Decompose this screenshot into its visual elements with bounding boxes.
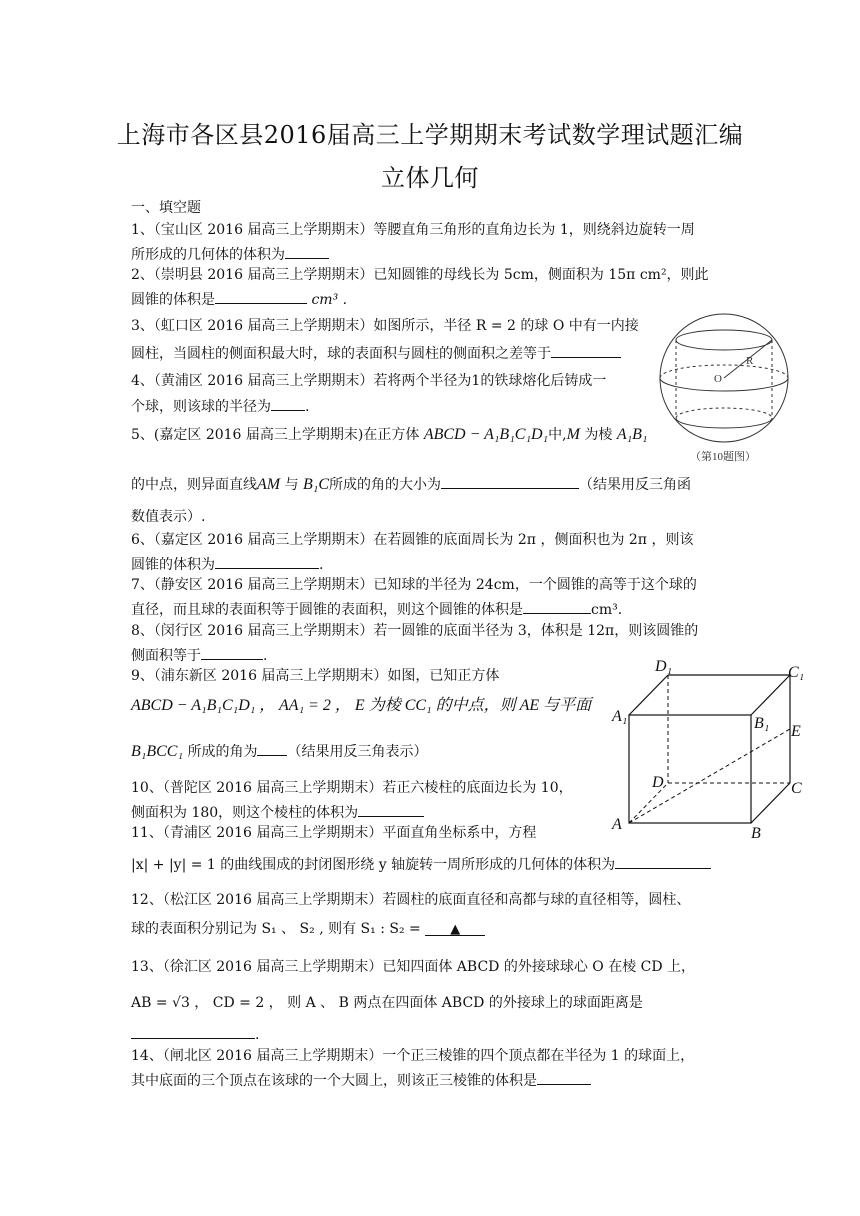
q13-line-2: AB = √3 ， CD = 2 ， 则 A 、 B 两点在四面体 ABCD 的外接球上的球面距离是: [131, 995, 643, 1011]
q3-line-2: [131, 343, 621, 363]
q5-line-2: [131, 474, 691, 494]
q2-unit: cm³ .: [311, 292, 348, 308]
q6-line-1: 6、（嘉定区 2016 届高三上学期期末）在若圆锥的底面周长为 2π ，侧面积也为 2π ，则该: [131, 532, 694, 548]
q5-text-post: 为棱: [584, 427, 613, 443]
q12-answer-mark: ▲: [425, 921, 485, 936]
q6-text: 圆锥的体积为: [131, 557, 215, 573]
label-d: D: [652, 774, 664, 791]
q9-line-2: [131, 697, 591, 715]
q9-plane: B₁BCC₁: [131, 743, 184, 760]
q1-line-1: 1、（宝山区 2016 届高三上学期期末）等腰直角三角形的直角边长为 1，则绕斜边旋转一周: [131, 222, 695, 238]
q2-line-1: 2、（崇明县 2016 届高三上学期期末）已知圆锥的母线长为 5cm，侧面积为 15π cm²，则此: [131, 267, 709, 283]
q5-line-am: AM: [257, 476, 281, 493]
answer-blank: [551, 343, 621, 358]
cylinder-top: [676, 330, 772, 350]
q5-line-bc: B₁C: [303, 476, 330, 493]
cube-front-face: [629, 715, 751, 823]
answer-blank: [215, 289, 307, 304]
q11-text: |x| + |y| = 1 的曲线围成的封闭图形绕 y 轴旋转一周所形成的几何体的体积为: [131, 857, 616, 873]
sphere-equator: [660, 378, 788, 391]
page-subtitle: 立体几何: [381, 164, 479, 192]
q2-text: 圆锥的体积是: [131, 292, 215, 308]
q5-with: 与: [284, 477, 299, 493]
q5-edge: A₁B₁: [616, 426, 648, 443]
q14-line-1: 14、（闸北区 2016 届高三上学期期末）一个正三棱锥的四个顶点都在半径为 1 的球面上，: [131, 1048, 695, 1064]
q2-line-2: [131, 289, 347, 309]
answer-blank: [201, 645, 263, 660]
page-title: 上海市各区县2016届高三上学期期末考试数学理试题汇编: [116, 121, 744, 149]
q5-text-b-pre: 的中点，则异面直线: [131, 477, 257, 493]
q5-text-b-post: 所成的角的大小为: [329, 477, 442, 493]
q5-text-mid: 中,: [548, 427, 567, 443]
q11-line-2: [131, 854, 711, 874]
sphere-equator-back: [660, 365, 788, 378]
label-a: A: [612, 816, 622, 833]
section-heading: 一、填空题: [131, 200, 201, 216]
q14-text: 其中底面的三个顶点在该球的一个大圆上，则该正三棱锥的体积是: [131, 1073, 537, 1089]
q6-line-2: 圆锥的体积为 .: [131, 554, 323, 574]
q5-point-m: M: [566, 426, 580, 443]
q12-text: 球的表面积分别记为 S₁ 、 S₂ , 则有 S₁ : S₂ =: [131, 921, 421, 937]
figure-caption: （第10题图）: [690, 451, 756, 463]
q5-cube-name: ABCD − A₁B₁C₁D₁: [423, 426, 549, 443]
q5-note: （结果用反三角函: [579, 477, 692, 493]
q7-text: 直径，而且球的表面积等于圆锥的表面积，则这个圆锥的体积是: [131, 602, 523, 618]
q4-line-1: 4、（黄浦区 2016 届高三上学期期末）若将两个半径为1的铁球熔化后铸成一: [131, 373, 607, 389]
q4-text: 个球，则该球的半径为: [131, 399, 271, 415]
label-b: B: [751, 825, 761, 842]
q13-line-1: 13、（徐汇区 2016 届高三上学期期末）已知四面体 ABCD 的外接球球心 O 在棱 CD 上，: [131, 959, 696, 975]
q10-line-2: [131, 802, 424, 822]
label-d1: D₁: [655, 658, 673, 675]
q3-line-1: 3、（虹口区 2016 届高三上学期期末）如图所示，半径 R = 2 的球 O 中有一内接: [131, 318, 639, 334]
cylinder-bottom: [676, 418, 772, 428]
answer-blank: [441, 474, 579, 489]
label-r: R: [746, 355, 754, 367]
q8-line-2: 侧面积等于 .: [131, 645, 267, 665]
q7-line-2: [131, 599, 622, 619]
q8-text: 侧面积等于: [131, 648, 201, 664]
q1-text: 所形成的几何体的体积为: [131, 247, 285, 263]
cylinder-bottom-back: [676, 408, 772, 418]
q7-unit: cm³.: [591, 602, 623, 618]
q14-line-2: [131, 1070, 591, 1090]
q10-line-1: 10、（普陀区 2016 届高三上学期期末）若正六棱柱的底面边长为 10，: [131, 780, 573, 796]
answer-blank: [523, 599, 591, 614]
label-c: C: [791, 780, 802, 797]
q1-line-2: [131, 244, 329, 264]
answer-blank: [131, 1024, 255, 1039]
q9-math: ABCD − A₁B₁C₁D₁ ， AA₁ = 2 ， E 为棱 CC₁ 的中点，则 AE 与平面: [131, 697, 592, 714]
label-c1: C₁: [788, 664, 805, 681]
q4-line-2: [131, 396, 309, 416]
q10-text: 侧面积为 180，则这个棱柱的体积为: [131, 805, 359, 821]
q5-line-3: 数值表示）.: [131, 509, 206, 525]
label-e: E: [791, 723, 801, 740]
q9-note: （结果用反三角表示）: [287, 744, 428, 760]
q11-line-1: 11、（青浦区 2016 届高三上学期期末）平面直角坐标系中，方程: [131, 825, 537, 841]
answer-blank: [615, 854, 711, 869]
answer-blank: [358, 802, 424, 817]
q12-line-2: [131, 920, 485, 938]
q5-text-pre: 5、(嘉定区 2016 届高三上学期期末)在正方体: [131, 427, 420, 443]
q12-line-1: 12、（松江区 2016 届高三上学期期末）若圆柱的底面直径和高都与球的直径相等，圆柱、: [131, 892, 691, 908]
label-o: O: [714, 373, 722, 385]
answer-blank: [271, 396, 305, 411]
label-b1: B₁: [754, 715, 770, 732]
q8-line-1: 8、（闵行区 2016 届高三上学期期末）若一圆锥的底面半径为 3，体积是 12π，则该圆锥的: [131, 623, 699, 639]
answer-blank: [215, 554, 319, 569]
q9-text: 所成的角为: [187, 744, 258, 760]
q9-line-3: [131, 741, 427, 761]
answer-blank: [285, 244, 329, 259]
q13-end: .: [255, 1027, 260, 1043]
q4-end: .: [305, 399, 310, 415]
sphere-cylinder-figure: [652, 306, 802, 468]
answer-blank: [257, 741, 287, 756]
q5-line-1: [131, 426, 647, 444]
label-a1: A₁: [612, 708, 628, 725]
q13-line-3: [131, 1024, 259, 1044]
cube-figure: [608, 655, 813, 845]
q7-line-1: 7、（静安区 2016 届高三上学期期末）已知球的半径为 24cm，一个圆锥的高等于这个球的: [131, 577, 697, 593]
q3-text: 圆柱，当圆柱的侧面积最大时，球的表面积与圆柱的侧面积之差等于: [131, 346, 551, 362]
q9-line-1: 9、（浦东新区 2016 届高三上学期期末）如图，已知正方体: [131, 668, 500, 684]
answer-blank: [537, 1070, 591, 1085]
